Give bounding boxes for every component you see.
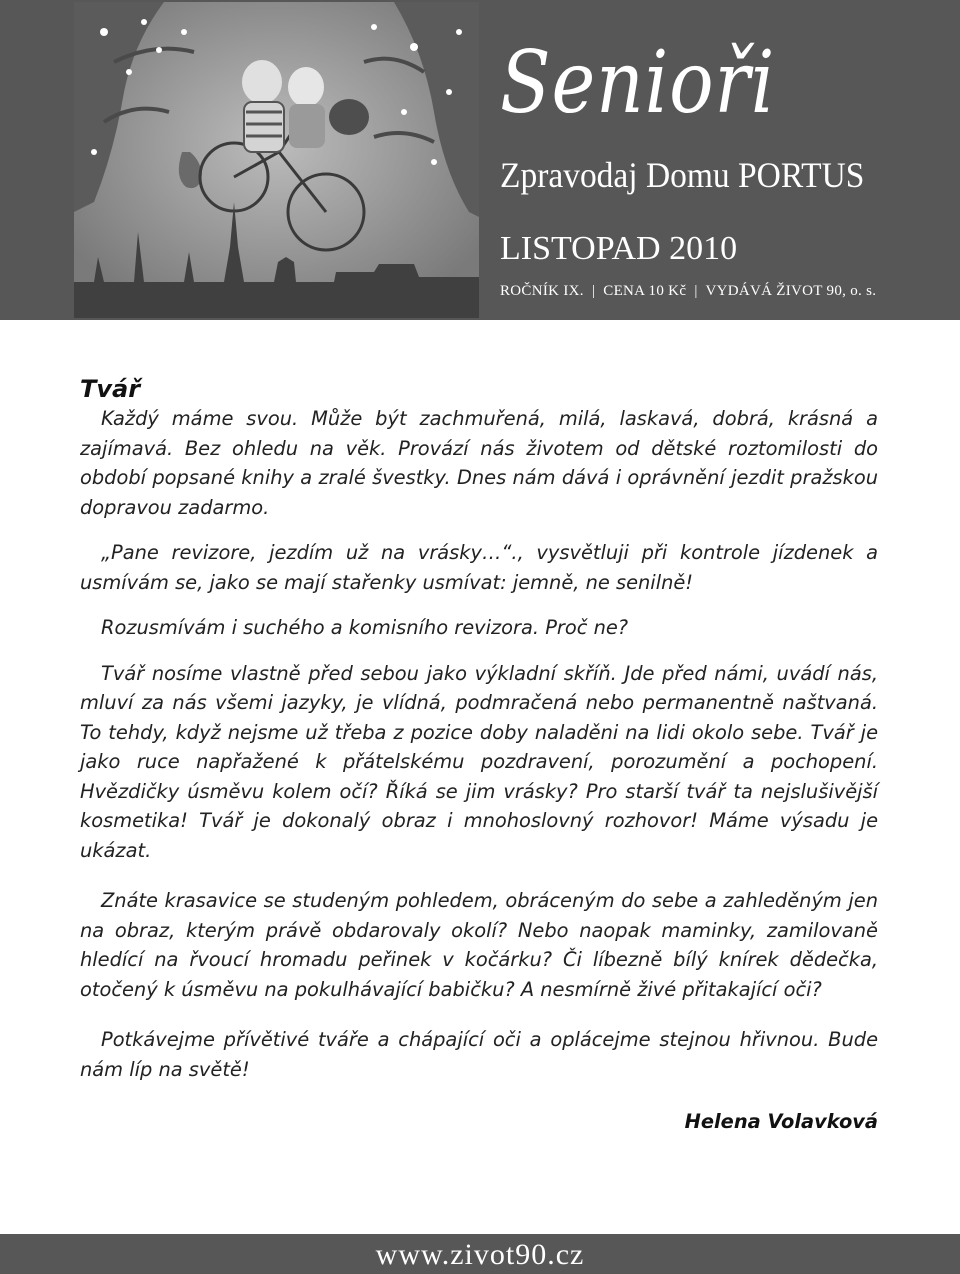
article: [80, 374, 878, 1084]
meta-separator: |: [591, 283, 596, 299]
masthead-title: Senioři: [500, 33, 776, 133]
masthead-subtitle: Zpravodaj Domu PORTUS: [500, 155, 865, 195]
volume-label: ROČNÍK IX.: [500, 283, 584, 299]
masthead: [0, 0, 960, 320]
issue-date: LISTOPAD 2010: [500, 230, 738, 267]
cover-illustration-image: [74, 2, 479, 318]
article-paragraph: „Pane revizore, jezdím už na vrásky…“., vysvětluji při kontrole jízdenek a usmívám se, jako se mají stařenky usmívat: jemně, ne senilně!: [80, 541, 878, 594]
article-title: Tvář: [80, 375, 141, 403]
cover-illustration: [74, 2, 479, 318]
meta-separator: |: [694, 283, 698, 299]
article-paragraph: Tvář nosíme vlastně před sebou jako výkladní skříň. Jde před námi, uvádí nás, mluví za nás všemi jazyky, je vlídná, podmračená nebo permanentně naštvaná. To tehdy, když nejsme už třeba z pozice doby naladěni na lidi okolo sebe. Tvář je jako ruce napřažené k přátelskému pozdravení, porozumění a pochopení. Hvězdičky úsměvu kolem očí? Říká se jim vrásky? Pro starší tvář ta nejslušivější kosmetika! Tvář je dokonalý obraz i mnohoslovný rozhovor! Máme výsadu je ukázat.: [80, 661, 878, 862]
article-paragraph: Každý máme svou. Může být zachmuřená, milá, laskavá, dobrá, krásná a zajímavá. Bez ohledu na věk. Provází nás životem od dětské roztomilosti do období popsané knihy a zralé švestky. Dnes nám dává i oprávnění jezdit pražskou dopravou zadarmo.: [80, 407, 878, 519]
price-label: CENA 10 Kč: [603, 283, 687, 299]
issue-meta: [500, 283, 876, 300]
article-paragraph: Rozusmívám i suchého a komisního revizora. Proč ne?: [101, 616, 629, 639]
footer: [0, 1234, 960, 1274]
article-paragraph: Potkávejme přívětivé tváře a chápající oči a oplácejme stejnou hřivnou. Bude nám líp na světě!: [80, 1028, 878, 1081]
publisher-label: VYDÁVÁ ŽIVOT 90, o. s.: [705, 283, 877, 299]
article-author: Helena Volavková: [684, 1110, 878, 1133]
footer-url[interactable]: www.zivot90.cz: [375, 1238, 585, 1271]
article-paragraph: Znáte krasavice se studeným pohledem, obráceným do sebe a zahleděným jen na obraz, kterým právě obdarovaly okolí? Nebo naopak maminky, zamilovaně hledící na řvoucí hromadu peřinek v kočárku? Či líbezně bílý knírek dědečka, otočený k úsměvu na pokulhávající babičku? A nesmírně živé přitakající oči?: [80, 889, 878, 1001]
